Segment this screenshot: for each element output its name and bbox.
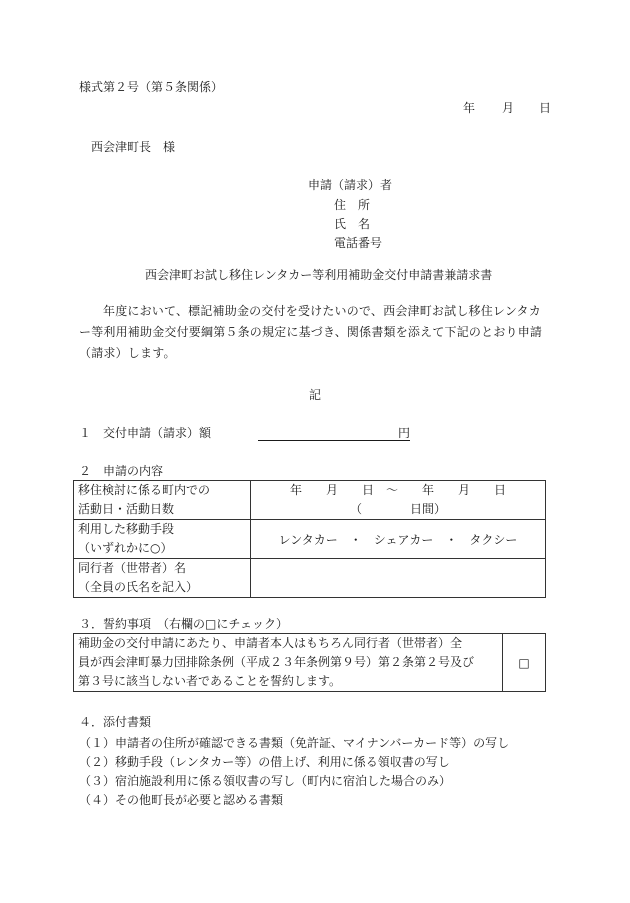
- amount-input-line[interactable]: [258, 424, 410, 441]
- activity-dates-value[interactable]: [251, 481, 546, 520]
- section1-label: １ 交付申請（請求）額: [79, 426, 212, 440]
- transport-options[interactable]: [251, 520, 546, 559]
- value-line: （ 日間）: [349, 502, 446, 516]
- pledge-checkbox[interactable]: □: [503, 634, 546, 692]
- pledge-line: 第３号に該当しない者であることを誓約します。: [78, 674, 342, 688]
- pledge-text: [74, 634, 503, 692]
- pledge-line: 補助金の交付申請にあたり、申請者本人はもちろん同行者（世帯者）全: [78, 636, 463, 650]
- value-line: 年 月 日 ～ 年 月 日: [289, 483, 506, 497]
- label-line: 同行者（世帯者）名: [78, 561, 187, 575]
- application-details-table: [73, 480, 546, 598]
- ki-heading: 記: [309, 388, 322, 402]
- date-day-label: 日: [539, 101, 552, 115]
- attachment-item: （３）宿泊施設利用に係る領収書の写し（町内に宿泊した場合のみ）: [79, 774, 452, 788]
- section4-label: ４．添付書類: [79, 715, 152, 729]
- companions-label: [74, 559, 251, 598]
- attachment-item: （２）移動手段（レンタカー等）の借上げ、利用に係る領収書の写し: [79, 755, 450, 769]
- applicant-title: 申請（請求）者: [308, 178, 393, 192]
- intro-paragraph: 年度において、標記補助金の交付を受けたいので、西会津町お試し移住レンタカー等利用補助金交付要綱第５条の規定に基づき、関係書類を添えて下記のとおり申請（請求）します。: [79, 304, 543, 360]
- table-row: [74, 520, 546, 559]
- attachment-item: （１）申請者の住所が確認できる書類（免許証、マイナンバーカード等）の写し: [79, 736, 510, 750]
- date-month-label: 月: [502, 101, 515, 115]
- amount-unit: 円: [398, 426, 411, 440]
- label-line: 利用した移動手段: [78, 522, 175, 536]
- applicant-address-label: 住 所: [334, 198, 371, 212]
- companions-value[interactable]: [251, 559, 546, 598]
- applicant-phone-label: 電話番号: [334, 236, 383, 250]
- pledge-table: [73, 633, 546, 692]
- table-row: [74, 481, 546, 520]
- attachment-item: （４）その他町長が必要と認める書類: [79, 793, 284, 807]
- section3-label: ３．誓約事項 （右欄の□にチェック）: [79, 617, 288, 631]
- transport-label: [74, 520, 251, 559]
- date-year-label: 年: [463, 101, 476, 115]
- addressee: 西会津町長 様: [91, 140, 176, 154]
- label-line: （いずれかに○）: [78, 541, 173, 555]
- label-line: （全員の氏名を記入）: [78, 580, 199, 594]
- document-title: 西会津町お試し移住レンタカー等利用補助金交付申請書兼請求書: [145, 268, 493, 282]
- section2-label: ２ 申請の内容: [79, 464, 164, 478]
- label-line: 活動日・活動日数: [78, 502, 175, 516]
- activity-dates-label: [74, 481, 251, 520]
- form-number: 様式第２号（第５条関係）: [79, 80, 224, 94]
- table-row: [74, 634, 546, 692]
- label-line: 移住検討に係る町内での: [78, 483, 211, 497]
- applicant-name-label: 氏 名: [334, 217, 371, 231]
- table-row: [74, 559, 546, 598]
- value-line: レンタカー ・ シェアカー ・ タクシー: [278, 532, 518, 547]
- pledge-line: 員が西会津町暴力団排除条例（平成２３年条例第９号）第２条第２号及び: [78, 655, 475, 669]
